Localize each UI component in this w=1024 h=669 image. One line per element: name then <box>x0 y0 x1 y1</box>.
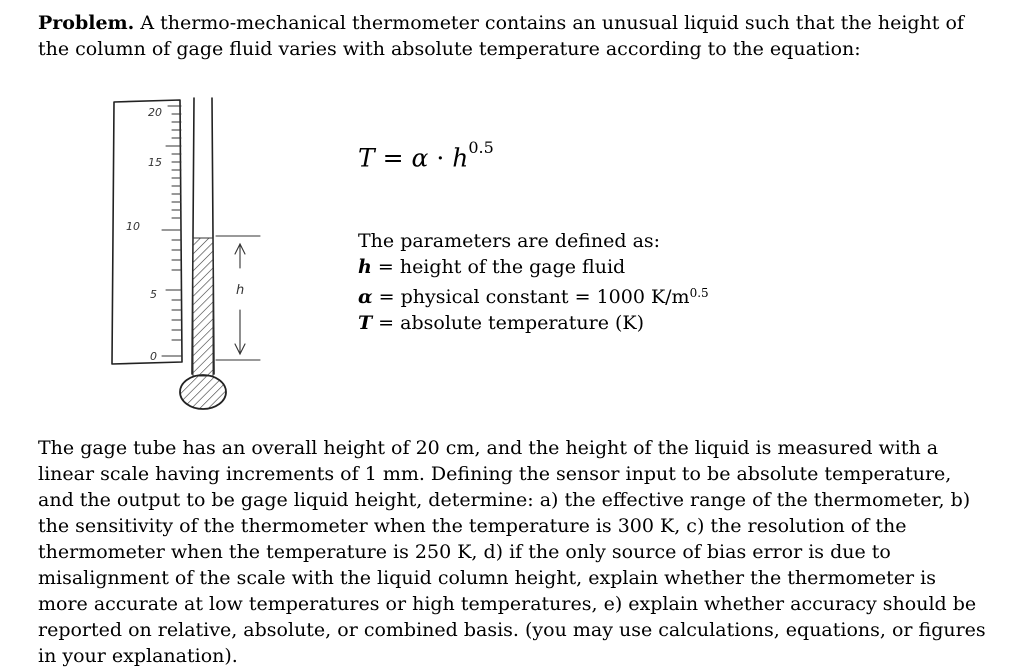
eq-equals: = <box>374 143 412 173</box>
scale-label-15: 15 <box>148 156 162 169</box>
param-alpha <box>358 280 709 310</box>
param-T <box>358 310 709 336</box>
eq-exponent: 0.5 <box>468 138 494 157</box>
param-T-def: = absolute temperature (K) <box>372 312 645 334</box>
eq-alpha: α <box>411 143 429 173</box>
param-T-symbol: T <box>358 312 373 334</box>
eq-dot: · <box>428 143 453 173</box>
param-alpha-def: = physical constant = 1000 K/m <box>372 286 690 308</box>
scale-ticks <box>162 106 181 356</box>
parameter-definitions <box>358 228 709 336</box>
problem-label: Problem. <box>38 12 135 34</box>
eq-h: h <box>452 143 469 173</box>
scale-label-10: 10 <box>126 220 140 233</box>
eq-T: T <box>358 143 375 173</box>
liquid-column <box>193 238 213 376</box>
thermometer-bulb <box>180 375 226 409</box>
problem-intro <box>38 10 988 62</box>
scale-label-20: 20 <box>148 106 162 119</box>
height-dimension <box>216 236 260 360</box>
scale-label-0: 0 <box>150 350 157 363</box>
equation <box>358 138 494 173</box>
param-h <box>358 254 709 280</box>
scale-board <box>112 100 182 364</box>
params-heading: The parameters are defined as: <box>358 230 661 252</box>
param-h-def: = height of the gage fluid <box>371 256 626 278</box>
thermometer-sketch <box>100 92 280 412</box>
param-alpha-exponent: 0.5 <box>689 286 709 300</box>
h-label: h <box>236 283 245 298</box>
scale-label-5: 5 <box>150 288 157 301</box>
problem-intro-text: A thermo-mechanical thermometer contains an unusual liquid such that the height of the column of gage fluid varies with absolute temperature according to the equation: <box>38 12 964 60</box>
problem-body: The gage tube has an overall height of 20 cm, and the height of the liquid is measured with a linear scale having increments of 1 mm. Defining the sensor input to be absolute temperature, and the output to be gage liquid height, determine: a) the effective range of the thermometer, b) the sensitivity of the thermometer when the temperature is 300 K, c) the resolution of the thermometer when the temperature is 250 K, d) if the only source of bias error is due to misalignment of the scale with the liquid column height, explain whether the thermometer is more accurate at low temperatures or high temperatures, e) explain whether accuracy should be reported on relative, absolute, or combined basis. (you may use calculations, equations, or figures in your explanation). <box>38 437 986 667</box>
param-alpha-symbol: α <box>358 286 373 308</box>
param-h-symbol: h <box>358 256 372 278</box>
